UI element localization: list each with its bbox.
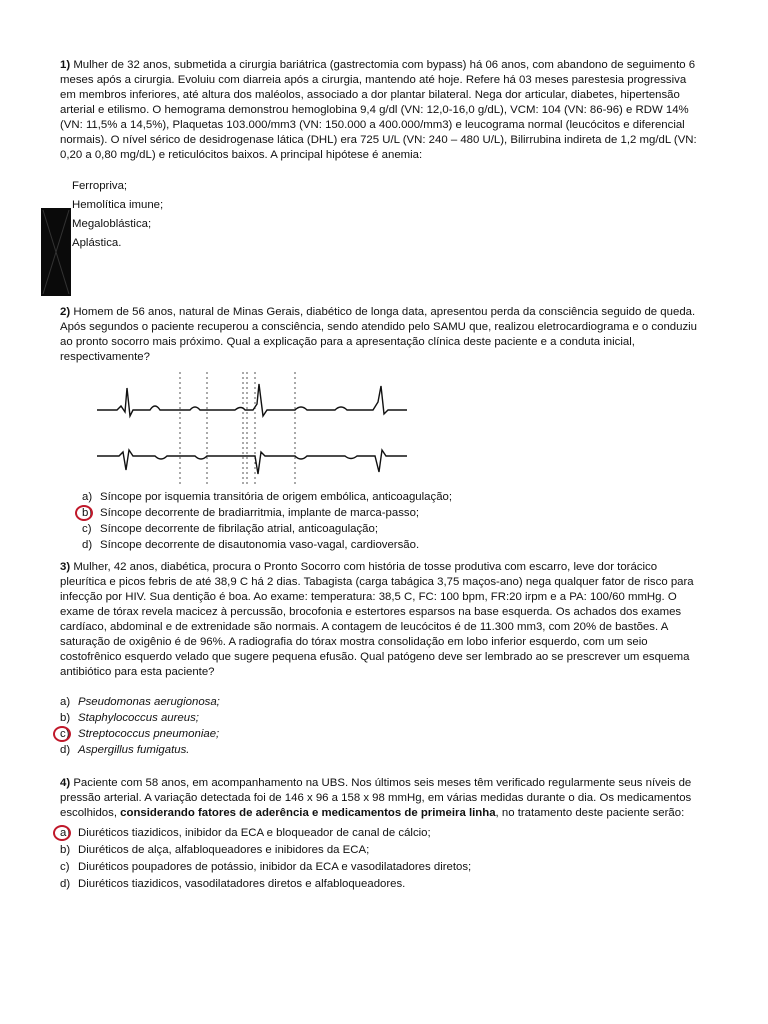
question-3 [60, 560, 705, 758]
option-text: Aplástica. [72, 237, 122, 249]
option-text: Streptococcus pneumoniae; [78, 728, 220, 740]
question-2-options [82, 489, 452, 553]
option-letter: c) [60, 728, 70, 740]
question-4-option-c[interactable] [60, 859, 705, 876]
question-3-option-a[interactable] [60, 694, 705, 710]
question-2-option-a[interactable] [82, 489, 452, 505]
option-letter: c) [60, 861, 70, 873]
question-4-option-a[interactable] [60, 825, 705, 842]
option-letter: b) [60, 712, 71, 724]
option-text: Hemolítica imune; [72, 199, 164, 211]
option-text: Síncope por isquemia transitória de origem embólica, anticoagulação; [100, 491, 453, 503]
question-2 [60, 305, 705, 551]
question-4-text-pre: Paciente com 58 anos, em acompanhamento na UBS. Nos últimos seis meses têm verificado regularmente seus níveis de pressão arterial. A variação detectada foi de 146 x 96 a 158 x 98 mmHg, em várias medidas durante o dia. Os medicamentos escolhidos, [60, 777, 692, 819]
option-letter: a) [60, 827, 71, 839]
question-1-option-a[interactable] [72, 177, 705, 196]
option-text: Staphylococcus aureus; [78, 712, 199, 724]
question-3-stem [60, 560, 705, 680]
question-1 [60, 58, 705, 253]
question-3-option-b[interactable] [60, 710, 705, 726]
question-4-stem [60, 776, 705, 821]
question-2-option-c[interactable] [82, 521, 452, 537]
option-text: Síncope decorrente de fibrilação atrial, anticoagulação; [100, 523, 378, 535]
question-4-text-bold: considerando fatores de aderência e medicamentos de primeira linha [120, 807, 496, 819]
question-1-text: Mulher de 32 anos, submetida a cirurgia bariátrica (gastrectomia com bypass) há 06 anos, com abandono de seguimento 6 meses após a cirurgia. Evoluiu com diarreia após a cirurgia, mantendo até hoje. Refere há 03 meses parestesia progressiva em membros inferiores, até altura dos maléolos, associado a dor plantar bilateral. Nega dor articular, diabetes, hipertensão arterial e etilismo. O hemograma demonstrou hemoglobina 9,4 g/dl (VN: 12,0-16,0 g/dL), VCM: 104 (VN: 86-96) e RDW 14% (VN: 11,5% a 14,5%), Plaquetas 103.000/mm3 (VN: 150.000 a 400.000/mm3) e leucograma normal (leucócitos e diferencial normais). O nível sérico de desidrogenase lática (DHL) era 725 U/L (VN: 240 – 480 U/L), Bilirrubina indireta de 1,2 mg/dL (VN: 0,20 a 0,80 mg/dL) e reticulócitos baixos. A principal hipótese é anemia: [60, 59, 697, 161]
question-1-options [72, 177, 705, 253]
option-text: Diuréticos tiazidicos, vasodilatadores diretos e alfabloqueadores. [78, 878, 406, 890]
question-2-option-b[interactable] [82, 505, 452, 521]
ecg-trace-lower [97, 450, 407, 474]
option-text: Megaloblástica; [72, 218, 152, 230]
ecg-trace-upper [97, 384, 407, 416]
ecg-strip-image [95, 372, 415, 484]
question-1-option-c[interactable] [72, 215, 705, 234]
question-1-option-b[interactable] [72, 196, 705, 215]
question-4-options [60, 825, 705, 893]
selected-answer-circle-icon [53, 825, 71, 841]
question-3-number: 3) [60, 561, 71, 573]
question-4-number: 4) [60, 777, 71, 789]
selected-answer-circle-icon [53, 726, 71, 742]
question-1-option-d[interactable] [72, 234, 705, 253]
option-text: Diuréticos poupadores de potássio, inibidor da ECA e vasodilatadores diretos; [78, 861, 472, 873]
option-letter: a) [82, 491, 93, 503]
ecg-grid-lines [180, 372, 295, 484]
selected-answer-circle-icon [75, 505, 93, 521]
option-letter: d) [60, 744, 71, 756]
question-3-option-d[interactable] [60, 742, 705, 758]
question-4 [60, 776, 705, 893]
question-2-option-d[interactable] [82, 537, 452, 553]
option-letter: b) [82, 507, 93, 519]
option-letter: b) [60, 844, 71, 856]
option-text: Diuréticos de alça, alfabloqueadores e inibidores da ECA; [78, 844, 370, 856]
question-2-text: Homem de 56 anos, natural de Minas Gerais, diabético de longa data, apresentou perda da consciência seguido de queda. Após segundos o paciente recuperou a consciência, sendo atendido pelo SAMU que, realizou eletrocardiograma e o conduziu ao pronto socorro mais próximo. Qual a explicação para a apresentação clínica deste paciente e a conduta inicial, respectivamente? [60, 306, 698, 363]
option-letter: d) [82, 539, 93, 551]
question-4-text-post: , no tratamento deste paciente serão: [495, 807, 685, 819]
question-2-stem [60, 305, 705, 365]
question-4-option-b[interactable] [60, 842, 705, 859]
option-text: Ferropriva; [72, 180, 128, 192]
question-1-stem [60, 58, 705, 163]
redaction-block [41, 208, 71, 296]
question-3-text: Mulher, 42 anos, diabética, procura o Pronto Socorro com história de tosse produtiva com escarro, leve dor torácico pleurítica e picos febris de até 38,9 C há 2 dias. Tabagista (carga tabágica 3,75 maços-ano) nega qualquer fator de risco para infecção por HIV. Sua dentição é boa. Ao exame: temperatura: 38,5 C, FC: 100 bpm, FR:20 irpm e a PA: 100/60 mmHg. O exame de tórax revela macicez à percussão, brocofonia e estertores esparsos na base esquerda. Os achados dos exames cardíaco, abdominal e de extrenidade são normais. A contagem de leucócitos é de 11.300 mm3, com 20% de bastões. A saturação de oxigênio é de 96%. A radiografia do tórax mostra consolidação em lobo inferior esquerdo, com um seio costofrênico esquerdo velado que sugere pequena efusão. Qual patógeno deve ser lembrado ao se prescrever um esquema antibiótico para esta paciente? [60, 561, 694, 678]
option-letter: c) [82, 523, 92, 535]
question-2-number: 2) [60, 306, 71, 318]
question-3-option-c[interactable] [60, 726, 705, 742]
option-text: Síncope decorrente de disautonomia vaso-vagal, cardioversão. [100, 539, 420, 551]
redaction-cross-icon [41, 208, 71, 296]
option-letter: a) [60, 696, 71, 708]
question-1-number: 1) [60, 59, 71, 71]
option-text: Diuréticos tiazidicos, inibidor da ECA e bloqueador de canal de cálcio; [78, 827, 431, 839]
question-3-options [60, 694, 705, 758]
option-text: Pseudomonas aerugionosa; [78, 696, 220, 708]
question-4-option-d[interactable] [60, 876, 705, 893]
option-text: Aspergillus fumigatus. [78, 744, 190, 756]
option-letter: d) [60, 878, 71, 890]
option-text: Síncope decorrente de bradiarritmia, implante de marca-passo; [100, 507, 420, 519]
